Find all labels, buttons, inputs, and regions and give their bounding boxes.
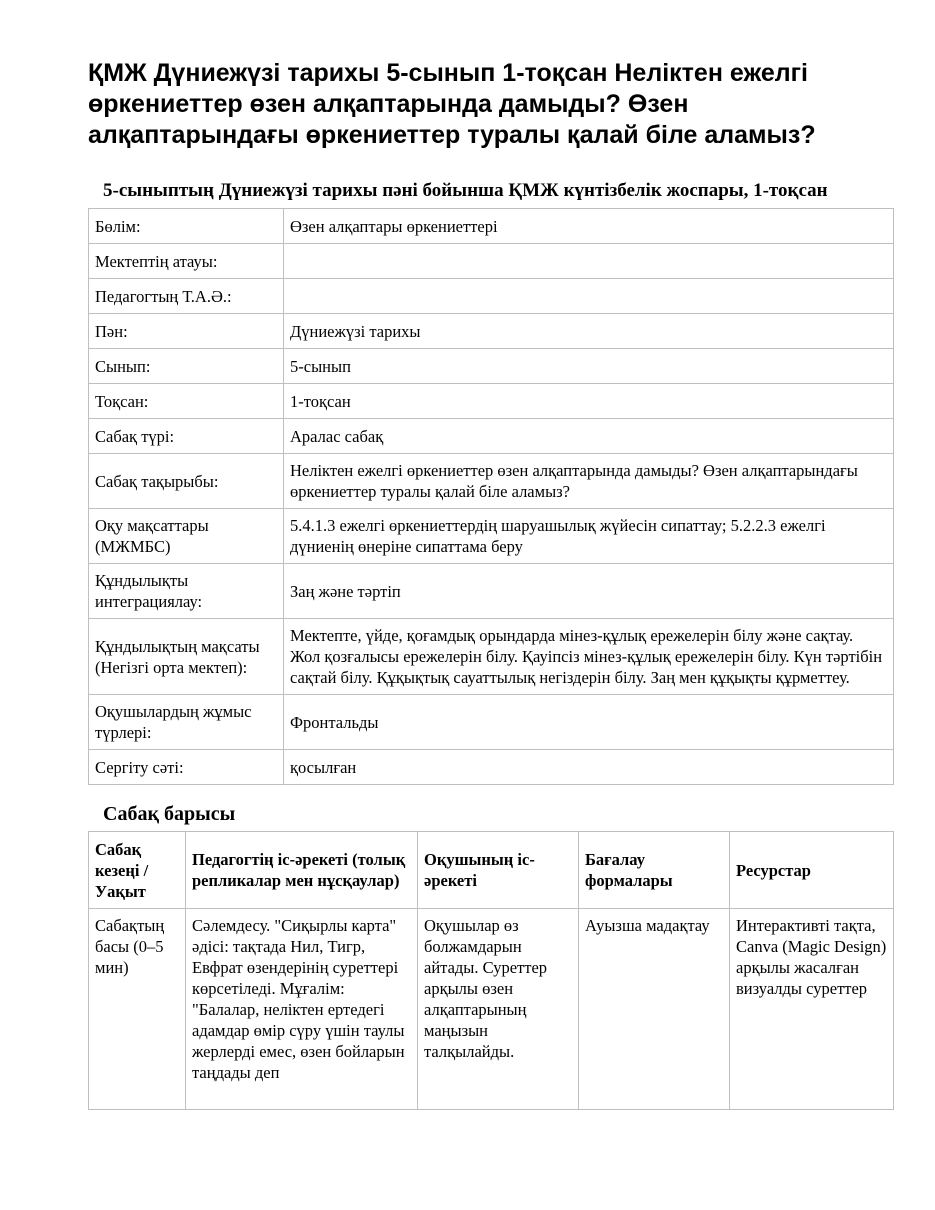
info-value	[284, 244, 894, 279]
info-label: Пән:	[89, 314, 284, 349]
info-value: Өзен алқаптары өркениеттері	[284, 209, 894, 244]
cell-student-actions: Оқушылар өз болжамдарын айтады. Суреттер арқылы өзен алқаптарының маңызын талқылайды.	[418, 909, 579, 1110]
info-value: қосылған	[284, 750, 894, 785]
cell-stage: Сабақтың басы (0–5 мин)	[89, 909, 186, 1110]
info-value: Дүниежүзі тарихы	[284, 314, 894, 349]
cell-assessment: Ауызша мадақтау	[579, 909, 730, 1110]
info-label: Сергіту сәті:	[89, 750, 284, 785]
plan-subtitle: 5-сыныптың Дүниежүзі тарихы пәні бойынша ҚМЖ күнтізбелік жоспары, 1-тоқсан	[103, 180, 828, 201]
info-value: 5.4.1.3 ежелгі өркениеттердің шаруашылық жүйесін сипаттау; 5.2.2.3 ежелгі дүниенің өнеріне сипаттама беру	[284, 509, 894, 564]
info-row-quarter	[89, 384, 894, 419]
info-row-subject	[89, 314, 894, 349]
lesson-progress-table	[88, 831, 894, 1110]
info-label: Сабақ тақырыбы:	[89, 454, 284, 509]
info-row-grade	[89, 349, 894, 384]
info-row-value-integration	[89, 564, 894, 619]
document-page	[88, 58, 893, 1110]
info-label: Мектептің атауы:	[89, 244, 284, 279]
info-label: Сынып:	[89, 349, 284, 384]
info-label: Оқушылардың жұмыс түрлері:	[89, 695, 284, 750]
info-label: Тоқсан:	[89, 384, 284, 419]
info-row-section	[89, 209, 894, 244]
info-row-value-goal	[89, 619, 894, 695]
lesson-table-header-row	[89, 832, 894, 909]
info-value: 5-сынып	[284, 349, 894, 384]
column-header-stage: Сабақ кезеңі / Уақыт	[89, 832, 186, 909]
document-title: ҚМЖ Дүниежүзі тарихы 5-сынып 1-тоқсан Неліктен ежелгі өркениеттер өзен алқаптарында дамыды? Өзен алқаптарындағы өркениеттер туралы қалай біле аламыз?	[88, 59, 816, 149]
lesson-info-table	[88, 208, 894, 785]
column-header-resources: Ресурстар	[730, 832, 894, 909]
info-label: Сабақ түрі:	[89, 419, 284, 454]
column-header-assessment: Бағалау формалары	[579, 832, 730, 909]
info-row-learning-objectives	[89, 509, 894, 564]
column-header-student-actions: Оқушының іс-әрекеті	[418, 832, 579, 909]
info-label: Құндылықтың мақсаты (Негізгі орта мектеп):	[89, 619, 284, 695]
table-row	[89, 909, 894, 1110]
info-label: Оқу мақсаттары (МЖМБС)	[89, 509, 284, 564]
info-value: Заң және тәртіп	[284, 564, 894, 619]
cell-teacher-actions: Сәлемдесу. "Сиқырлы карта" әдісі: тақтада Нил, Тигр, Евфрат өзендерінің суреттері көрсетіледі. Мұғалім: "Балалар, неліктен ертедегі адамдар өмір сүру үшін таулы жерлерді емес, өзен бойларын таңдады деп	[186, 909, 418, 1110]
info-label: Бөлім:	[89, 209, 284, 244]
info-row-lesson-topic	[89, 454, 894, 509]
lesson-progress-heading: Сабақ барысы	[103, 803, 236, 825]
info-row-lesson-type	[89, 419, 894, 454]
info-value: Неліктен ежелгі өркениеттер өзен алқаптарында дамыды? Өзен алқаптарындағы өркениеттер туралы қалай біле аламыз?	[284, 454, 894, 509]
info-row-break	[89, 750, 894, 785]
info-value: Фронтальды	[284, 695, 894, 750]
info-value: Мектепте, үйде, қоғамдық орындарда мінез-құлық ережелерін білу және сақтау. Жол қозғалысы ережелерін білу. Қауіпсіз мінез-құлық ережелерін білу. Күн тәртібін сақтай білу. Құқықтық сауаттылық негіздерін білу. Заң мен құқықты құрметтеу.	[284, 619, 894, 695]
info-label: Құндылықты интеграциялау:	[89, 564, 284, 619]
info-row-teacher	[89, 279, 894, 314]
info-value: Аралас сабақ	[284, 419, 894, 454]
info-label: Педагогтың Т.А.Ә.:	[89, 279, 284, 314]
info-value: 1-тоқсан	[284, 384, 894, 419]
info-row-work-types	[89, 695, 894, 750]
cell-resources: Интерактивті тақта, Canva (Magic Design) арқылы жасалған визуалды суреттер	[730, 909, 894, 1110]
info-row-school	[89, 244, 894, 279]
column-header-teacher-actions: Педагогтің іс-әрекеті (толық репликалар мен нұсқаулар)	[186, 832, 418, 909]
info-value	[284, 279, 894, 314]
